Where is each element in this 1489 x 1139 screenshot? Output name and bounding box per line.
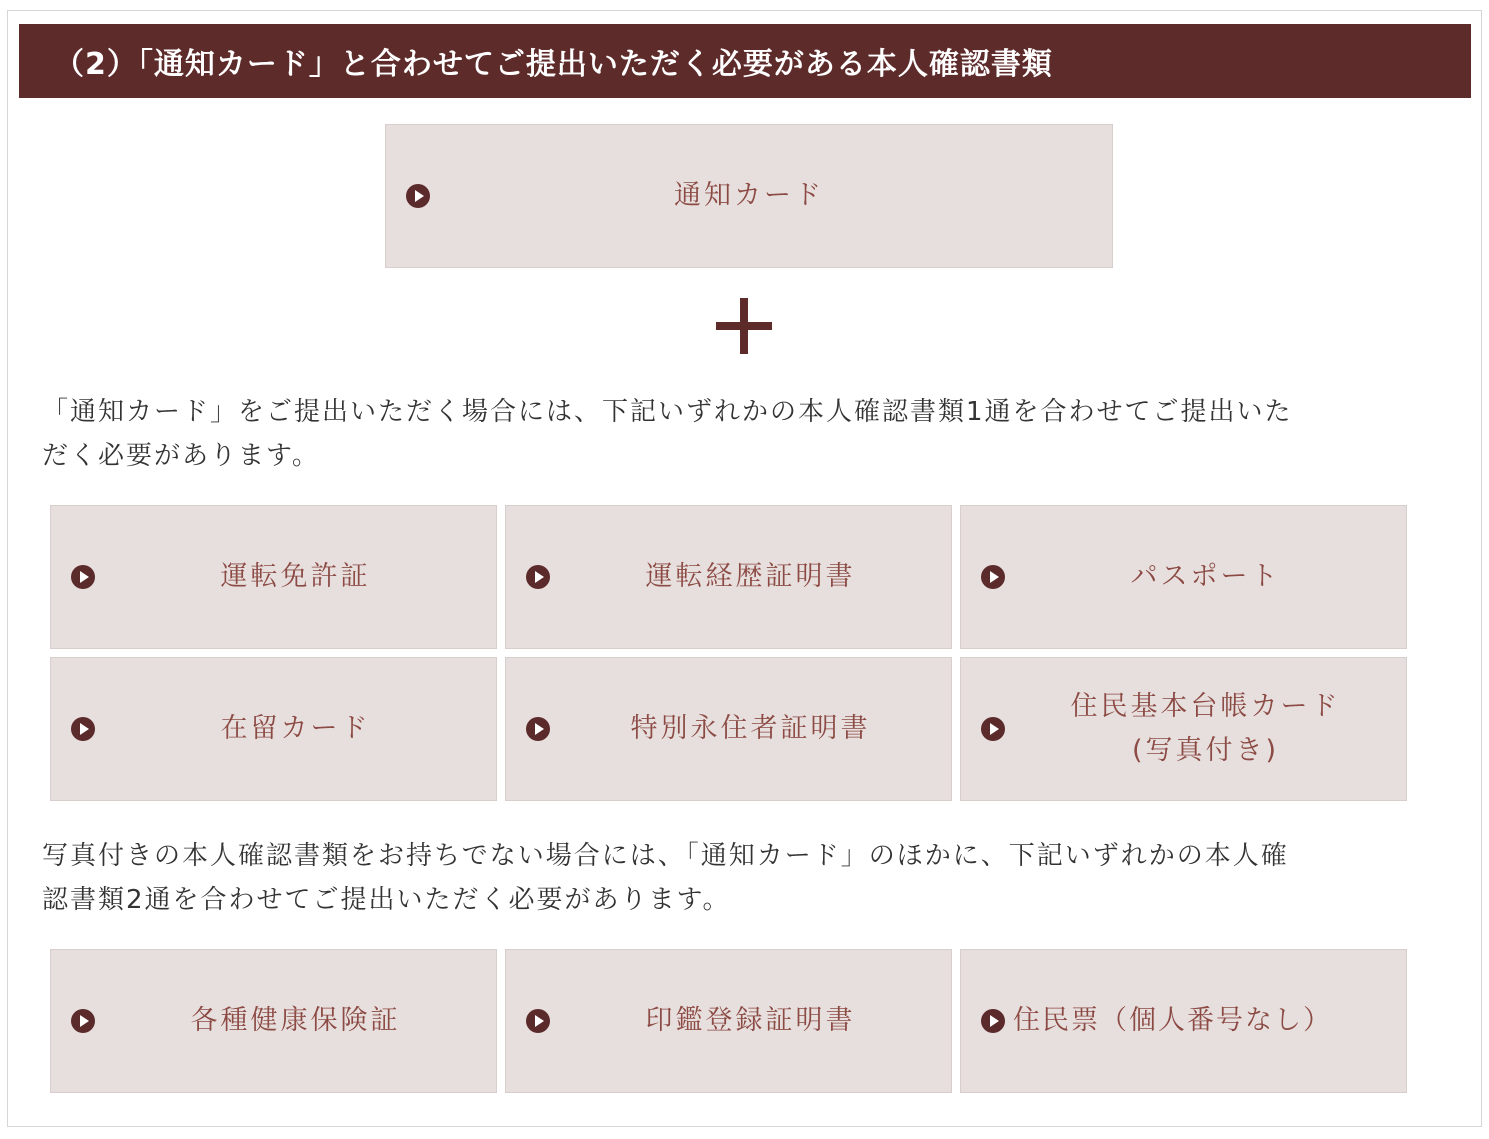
doc-box-basic-resident-register-card[interactable] bbox=[960, 657, 1407, 801]
doc-label bbox=[1005, 658, 1406, 800]
play-bullet-icon bbox=[71, 1009, 95, 1033]
doc-label: 特別永住者証明書 bbox=[630, 713, 871, 744]
play-bullet-icon bbox=[526, 1009, 550, 1033]
play-bullet-icon bbox=[71, 717, 95, 741]
plus-icon bbox=[716, 298, 772, 354]
section-title: （2）「通知カード」と合わせてご提出いただく必要がある本人確認書類 bbox=[54, 47, 1053, 82]
doc-label: 運転経歴証明書 bbox=[645, 561, 856, 592]
doc-label-line1: 住民基本台帳カード bbox=[1070, 691, 1341, 722]
play-bullet-icon bbox=[526, 717, 550, 741]
doc-label-line2: (写真付き) bbox=[1131, 735, 1280, 766]
instruction-text-1-line2: だく必要があります。 bbox=[42, 441, 320, 471]
doc-box-residence-card[interactable] bbox=[50, 657, 497, 801]
doc-box-seal-registration-cert[interactable] bbox=[505, 949, 952, 1093]
play-bullet-icon bbox=[981, 717, 1005, 741]
doc-label: 在留カード bbox=[220, 713, 371, 744]
doc-label: 各種健康保険証 bbox=[190, 1005, 401, 1036]
doc-box-passport[interactable] bbox=[960, 505, 1407, 649]
notification-card-label: 通知カード bbox=[674, 180, 824, 211]
instruction-text-1 bbox=[42, 390, 1442, 478]
doc-box-health-insurance-card[interactable] bbox=[50, 949, 497, 1093]
doc-box-resident-record[interactable] bbox=[960, 949, 1407, 1093]
instruction-text-2-line2: 認書類2通を合わせてご提出いただく必要があります。 bbox=[42, 885, 731, 915]
doc-label: 運転免許証 bbox=[220, 561, 371, 592]
notification-card-box[interactable] bbox=[385, 124, 1113, 268]
play-bullet-icon bbox=[981, 1009, 1005, 1033]
doc-label: 印鑑登録証明書 bbox=[645, 1005, 856, 1036]
doc-label: 住民票（個人番号なし） bbox=[1013, 1005, 1332, 1036]
doc-box-special-permanent-resident-cert[interactable] bbox=[505, 657, 952, 801]
play-bullet-icon bbox=[71, 565, 95, 589]
doc-box-drivers-license[interactable] bbox=[50, 505, 497, 649]
section-header bbox=[19, 24, 1471, 98]
instruction-text-2 bbox=[42, 834, 1442, 922]
instruction-text-1-line1: 「通知カード」をご提出いただく場合には、下記いずれかの本人確認書類1通を合わせてご提出いた bbox=[42, 397, 1293, 427]
doc-box-driving-history-cert[interactable] bbox=[505, 505, 952, 649]
play-bullet-icon bbox=[526, 565, 550, 589]
play-bullet-icon bbox=[981, 565, 1005, 589]
doc-label: パスポート bbox=[1130, 561, 1281, 592]
instruction-text-2-line1: 写真付きの本人確認書類をお持ちでない場合には、「通知カード」のほかに、下記いずれかの本人確 bbox=[42, 841, 1289, 871]
